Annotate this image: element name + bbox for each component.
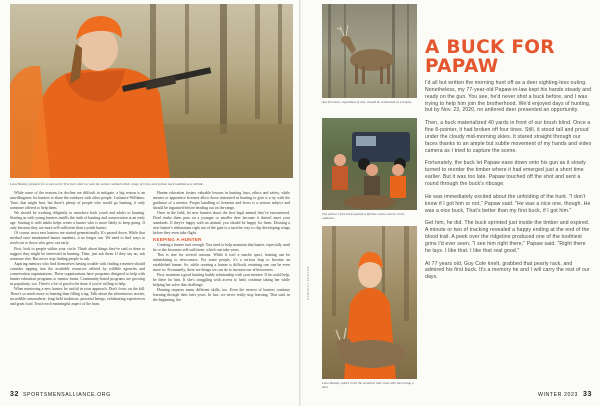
young-hunter-photo-caption: Lena Beatley smiles in all the emotions that come with harvesting a deer. (322, 381, 414, 389)
story-paragraph: He was immediately excited about the unfolding of the hunt. "I don't know if I got him or not," Papaw said. "He was a nice one, though. He was a nice buck. That's better than my first buck, if I got him." (425, 193, 591, 214)
main-photo-caption: Lena Beatley prepares for a shot at her first deer after her and the mother stalked within range of it boy and bottom back huddled at a hillside. (10, 182, 204, 186)
col1-paragraph: Aspiring mentors who find themselves having trouble with finding a mentee should consider tapping into the available resources offered by wildlife agencies and conservation organizations. These organizations have programs designed to help with hunter education programs or mentor hunts. Community-based programs are growing in popularity, too. There's a lot of good to be done if you're willing to help. (10, 261, 145, 286)
article-column-2 (153, 191, 290, 387)
col2-paragraph: First, maintain a good hunting buddy relationship with your mentee. If he could help, be there for him. If she's struggling with access to land, continue taking her while helping her solve that challenge. (153, 273, 290, 288)
hunters-photo-caption: The author's first buck opened a lifetime, and a career, in the outdoors. (322, 212, 405, 220)
sidebar-story (425, 80, 593, 287)
page-number: 33 (583, 391, 592, 398)
story-paragraph: Get him, he did. The buck sprinted just inside the timber and expired. A minute or two of tracking revealed a happy ending at the end of the blood trail. A peek over the ridgeline produced one of the toothiest grins I'd ever seen. "I see him right there," Papaw said. "Right there he lays. I like that. I like that real good." (425, 220, 590, 254)
col1-paragraph: Of course, most new hunters are started generationally. It's passed down. While that method once maintained hunter numbers, it no longer can. We need to find ways to reach out to those who grew out early. (10, 231, 145, 246)
young-hunter-with-deer-photo (322, 226, 417, 379)
col2-paragraph: Once in the field, let new hunters shoot the first legal animal they've encountered. Don't make them pass on a younger or smaller deer because it doesn't meet your standards. If they're happy with an animal, you should be happy for them. Dousing a new hunter's enthusiasm right out of the gate is a surefire way to clip developing wings before they even take flight. (153, 211, 290, 236)
photo-credit: HANDOUT PHOTOS (306, 266, 310, 300)
right-footer (538, 391, 592, 398)
story-paragraph: Then, a buck materialized 40 yards in front of our brush blind. Once a fine 8-pointer, it had broken off four tines. Still, it stood tall and proud under the cloudy mid-morning skies. It stared straight through our faces thanks to an ample but subtle movement of my hands and video camera as I tried to capture the scene. (425, 120, 592, 154)
section-heading: KEEPING A HUNTER (153, 237, 202, 243)
website-url: SPORTSMENSALLIANCE.ORG (23, 392, 111, 398)
deer-in-woods-photo (322, 4, 417, 98)
story-paragraph: Fortunately, the buck let Papaw ease down onto his gun as it slowly turned to reorder the timber where it had emerged just a short time earlier. But it was too late. Papaw touched off the shot and sent a round through the buck's ribcage. (425, 160, 586, 187)
deer-photo-caption: Any first deer, regardless of size, should be celebrated as a trophy. (322, 100, 412, 104)
col1-paragraph: First, look to people within your circle. Think about things they've said or done to suggest they might be interested in hunting. Then, just ask them. If they say no, ask someone else. But never stop finding people to ask. (10, 246, 145, 261)
col1-paragraph: We should be working diligently to introduce both youth and adults to hunting. Starting in with young hunters instills the truth of hunting and conservation at an early age. Starting it with adults helps create a hunter who is more likely to keep going. If only because they are more self-sufficient than a youth hunter. (10, 211, 145, 231)
hunters-with-buck-photo (322, 118, 417, 210)
story-paragraph: I'd all but written the morning hunt off as a deer sighting-less outing. Nonetheless, my 77-year-old Papaw-in-law kept his hands steady and ready on the gun. You see, he'd never shot a buck before, and I was trying to help him join the brotherhood. We'd enjoyed days of hunting, but by Nov. 23, 2020, no antlered deer presented an opportunity. (425, 80, 592, 114)
col1-paragraph: While some of the reasons for decline are difficult to mitigate, a big reason is an unwillingness for hunters to share the outdoors with other people. Lachance-Williams: 'Sure, that might hurt, but there's plenty of people who would go hunting, if only someone offered to help them. (10, 191, 145, 211)
hunter-in-orange-photo (10, 4, 293, 178)
col2-paragraph: Creating a hunter isn't enough. You need to help maintain that hunter, especially until he or she becomes self-sufficient, which can take years. (153, 242, 290, 253)
article-column-1 (10, 191, 145, 387)
sidebar-title: A BUCK FOR PAPAW (425, 37, 555, 77)
col2-paragraph: Hunter education fosters valuable lessons in hunting laws, ethics and safety, while mentor or apprentice licenses allow those interested in hunting to give it a try with the guidance of a mentor. Proper handling of firearms and bows is a serious subject and should be ingrained before heading out on the range. (153, 191, 290, 211)
left-footer (10, 391, 111, 398)
col2-paragraph: Hunting requires many different skills, too. Even the newest of hunters continue learning through their later years. In fact, we never really stop learning. That said, in the beginning, the (153, 288, 290, 303)
col1-paragraph: When mentoring a new hunter, be tactful in your approach. Don't focus on the kill. There's so much more to hunting than filling a tag. Talk about the adventurous stories, incredible camaraderie, long-held traditions, peaceful beings, exhilarating experiences and great food. Teach each meaningful aspect of the hunt. (10, 286, 145, 307)
col2-paragraph: This is true for several reasons. While it isn't a macho sport, hunting can be intimidating to newcomers. For some people, it's a serious leap to become an established hunter. So, while creating a hunter is difficult, retaining one can be even more so. Fortunately, there are things we can do to increase our effectiveness. (153, 253, 290, 273)
page-number: 32 (10, 391, 19, 398)
left-page (0, 0, 299, 406)
story-paragraph: At 77 years old, Guy Cole knelt, grabbed that pearly rack, and admired his first buck. It's a memory he and I will carry the rest of our days. (425, 260, 590, 281)
issue-date: WINTER 2023 (537, 392, 578, 398)
